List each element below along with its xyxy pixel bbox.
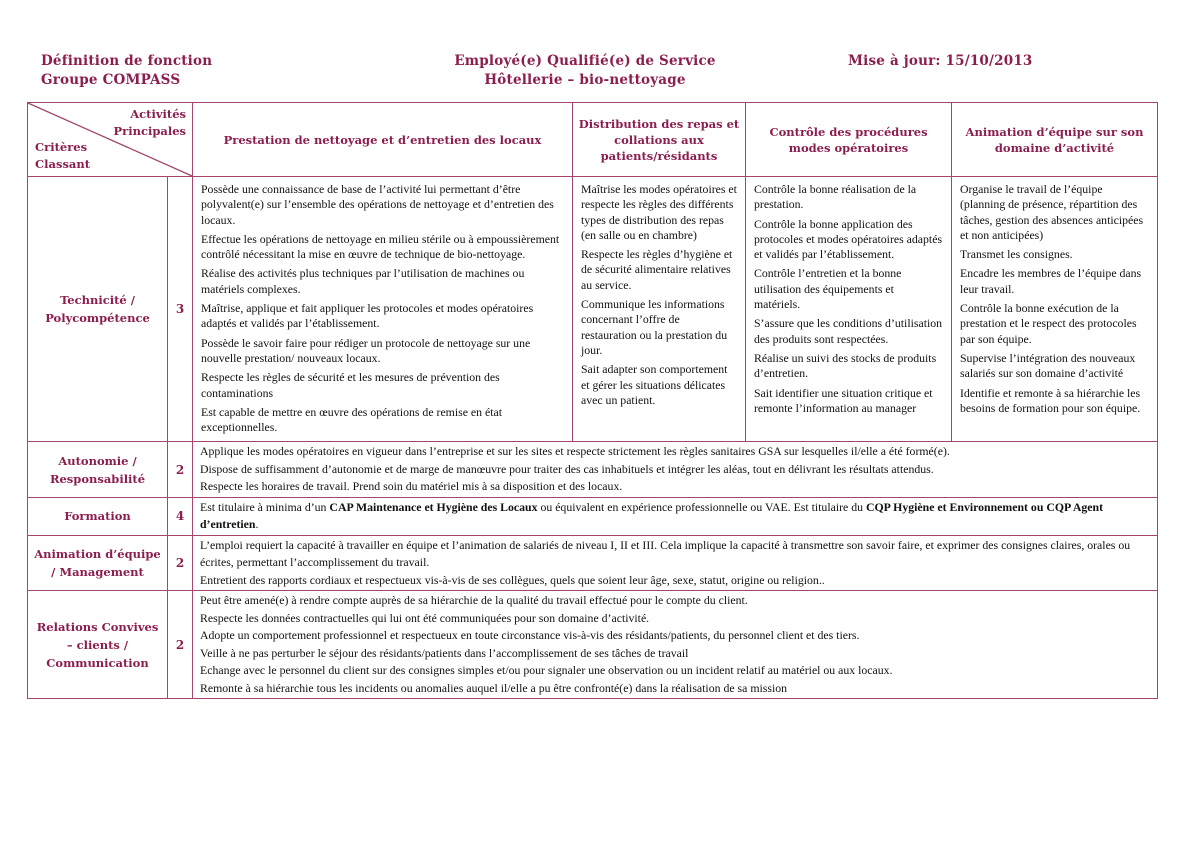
bullet-text: Contrôle la bonne réalisation de la prestation. bbox=[754, 182, 917, 212]
level-value: 2 bbox=[168, 591, 193, 699]
description-line: Entretient des rapports cordiaux et respectueux vis-à-vis de ses collègues, quels que soient leur âge, sexe, statut, origine ou religion.. bbox=[200, 572, 825, 587]
criterion-description bbox=[193, 535, 1158, 591]
criterion-description bbox=[193, 442, 1158, 498]
table-header-row bbox=[28, 103, 1158, 177]
description-line bbox=[200, 499, 1150, 534]
diploma-name: CAP Maintenance et Hygiène des Locaux bbox=[329, 499, 538, 514]
job-title-line2: Hôtellerie – bio-nettoyage bbox=[484, 72, 686, 88]
bullet-text: Organise le travail de l’équipe (planning de présence, répartition des tâches, gestion des absences anticipées et non anticipées) bbox=[960, 182, 1144, 242]
bullet-text: Réalise un suivi des stocks de produits d’entretien. bbox=[754, 350, 937, 381]
bullet-text: Sait identifier une situation critique et remonte l’information au manager bbox=[754, 385, 933, 415]
activity-header: Animation d’équipe sur son domaine d’activité bbox=[952, 103, 1158, 177]
criterion-label: Formation bbox=[28, 497, 168, 535]
activity-header: Contrôle des procédures modes opératoires bbox=[746, 103, 952, 177]
company-name: Groupe COMPASS bbox=[41, 72, 181, 88]
activities-axis-label bbox=[114, 106, 186, 140]
bullet-text: Contrôle la bonne application des protocoles et modes opératoires adaptés et validés par l’établissement. bbox=[754, 216, 943, 262]
job-title bbox=[400, 52, 770, 90]
bullet-text: Encadre les membres de l’équipe dans leur travail. bbox=[960, 266, 1142, 296]
axis-label-line: Principales bbox=[113, 124, 186, 138]
text-part: Est titulaire à minima d’un bbox=[200, 499, 330, 514]
corner-cell bbox=[28, 103, 193, 177]
job-title-line1: Employé(e) Qualifié(e) de Service bbox=[454, 53, 716, 69]
criterion-label: Animation d’équipe / Management bbox=[28, 535, 168, 591]
description-line: Applique les modes opératoires en vigueur dans l’entreprise et sur les sites et respecte strictement les règles sanitaires GSA sur lesquelles il/elle a été formé(e). bbox=[200, 444, 950, 459]
bullet-text: Effectue les opérations de nettoyage en milieu stérile ou à empoussièrement contrôlé nécessitant la mise en œuvre de technique de bio-nettoyage. bbox=[201, 231, 560, 262]
table-row bbox=[28, 591, 1158, 699]
bullet-text: Sait adapter son comportement et gérer les situations délicates avec un patient. bbox=[581, 362, 728, 407]
description-line: Respecte les données contractuelles qui lui ont été communiquées pour son domaine d’activité. bbox=[200, 610, 650, 625]
activity-cell bbox=[952, 177, 1158, 442]
level-value: 4 bbox=[168, 497, 193, 535]
description-line: Veille à ne pas perturber le séjour des résidants/patients dans l’accomplissement de ses tâches de travail bbox=[200, 645, 689, 660]
bullet-text: S’assure que les conditions d’utilisation des produits sont respectées. bbox=[754, 316, 943, 346]
bullet-text: Possède une connaissance de base de l’activité lui permettant d’être polyvalent(e) sur l’ensemble des opérations de nettoyage et d’entretien des locaux. bbox=[201, 182, 554, 227]
activity-cell bbox=[746, 177, 952, 442]
description-line: L’emploi requiert la capacité à travailler en équipe et l’animation de salariés de niveau I, II et III. Cela implique la capacité à transmettre son savoir faire, et exprimer des consignes claires, orales ou écrites, permettant l’accomplissement du travail. bbox=[200, 537, 1131, 570]
bullet-text: Est capable de mettre en œuvre des opérations de remise en état exceptionnelles. bbox=[201, 404, 503, 435]
level-value: 3 bbox=[168, 177, 193, 442]
bullet-text: Respecte les règles de sécurité et les mesures de prévention des contaminations bbox=[201, 370, 500, 400]
bullet-text: Possède le savoir faire pour rédiger un protocole de nettoyage sur une nouvelle prestation/ nouveaux locaux. bbox=[201, 335, 531, 365]
description-line: Remonte à sa hiérarchie tous les incidents ou anomalies auquel il/elle a pu être confronté(e) dans la réalisation de sa mission bbox=[200, 680, 788, 695]
bullet-text: Respecte les règles d’hygiène et de sécurité alimentaire relatives au service. bbox=[581, 247, 733, 292]
description-line: Dispose de suffisamment d’autonomie et de marge de manœuvre pour traiter des cas inhabituels et intégrer les aléas, tout en délivrant les résultats attendus. bbox=[200, 461, 934, 476]
bullet-text: Contrôle la bonne exécution de la prestation et le respect des protocoles par son équipe. bbox=[960, 301, 1137, 346]
table-row bbox=[28, 442, 1158, 498]
axis-label-line: Classant bbox=[35, 157, 91, 171]
bullet-text: Réalise des activités plus techniques par l’utilisation de machines ou matériels complexes. bbox=[201, 266, 525, 296]
table-row bbox=[28, 535, 1158, 591]
criterion-description bbox=[193, 497, 1158, 535]
table-row bbox=[28, 497, 1158, 535]
activity-header: Prestation de nettoyage et d’entretien des locaux bbox=[193, 103, 573, 177]
job-definition-table bbox=[27, 102, 1158, 699]
description-line: Adopte un comportement professionnel et respectueux en toute circonstance vis-à-vis des résidants/patients, du personnel client et des tiers. bbox=[200, 628, 860, 643]
doc-type-line: Définition de fonction bbox=[41, 53, 213, 69]
description-line: Echange avec le personnel du client sur des consignes simples et/ou pour signaler une observation ou un incident relatif au matériel ou aux locaux. bbox=[200, 663, 893, 678]
activity-cell bbox=[193, 177, 573, 442]
criterion-label: Autonomie / Responsabilité bbox=[28, 442, 168, 498]
axis-label-line: Critères bbox=[35, 140, 88, 154]
bullet-text: Contrôle l’entretien et la bonne utilisation des équipements et matériels. bbox=[754, 266, 902, 312]
update-date: Mise à jour: 15/10/2013 bbox=[848, 53, 1033, 69]
bullet-text: Transmet les consignes. bbox=[960, 247, 1073, 262]
table-row bbox=[28, 177, 1158, 442]
axis-label-line: Activités bbox=[130, 107, 186, 121]
criterion-label: Technicité / Polycompétence bbox=[28, 177, 168, 442]
level-value: 2 bbox=[168, 535, 193, 591]
criterion-description bbox=[193, 591, 1158, 699]
text-part: . bbox=[255, 517, 259, 532]
criterion-label: Relations Convives – clients / Communication bbox=[28, 591, 168, 699]
level-value: 2 bbox=[168, 442, 193, 498]
bullet-text: Communique les informations concernant l’offre de restauration ou la prestation du jour. bbox=[581, 297, 728, 357]
bullet-text: Maîtrise, applique et fait appliquer les protocoles et modes opératoires adaptés et validés par l’établissement. bbox=[201, 301, 534, 331]
description-line: Respecte les horaires de travail. Prend soin du matériel mis à sa disposition et des locaux. bbox=[200, 479, 623, 494]
criteria-axis-label bbox=[35, 139, 90, 173]
activity-header: Distribution des repas et collations aux patients/résidants bbox=[573, 103, 746, 177]
diploma-name: CQP Hygiène et Environnement ou CQP Agent d’entretien bbox=[200, 499, 1104, 532]
text-part: ou équivalent en expérience professionnelle ou VAE. Est titulaire du bbox=[537, 499, 866, 514]
activity-cell bbox=[573, 177, 746, 442]
bullet-text: Identifie et remonte à sa hiérarchie les besoins de formation pour son équipe. bbox=[960, 385, 1141, 415]
bullet-text: Supervise l’intégration des nouveaux salariés sur son domaine d’activité bbox=[960, 350, 1136, 381]
bullet-text: Maîtrise les modes opératoires et respecte les règles des différents types de distribution des repas (en salle ou en chambre) bbox=[581, 182, 737, 242]
document-type bbox=[41, 52, 212, 90]
description-line: Peut être amené(e) à rendre compte auprès de sa hiérarchie de la qualité du travail effectué pour le compte du client. bbox=[200, 593, 748, 608]
